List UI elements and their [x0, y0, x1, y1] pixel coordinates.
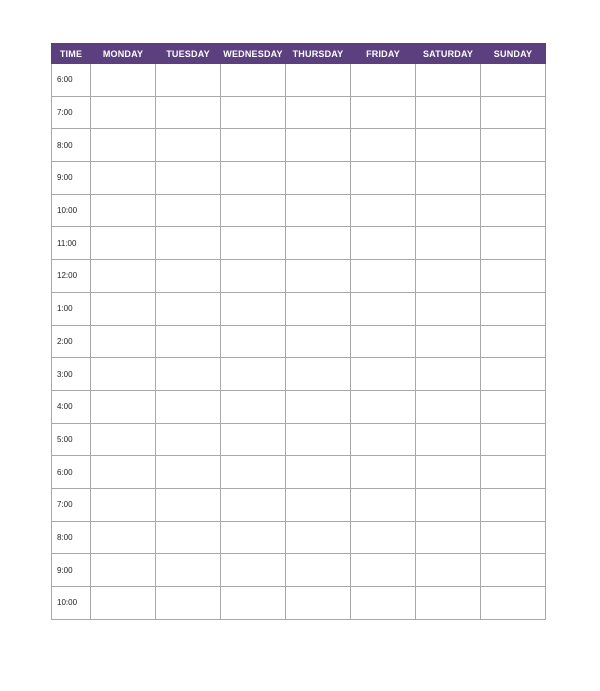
- slot-cell-wednesday[interactable]: [221, 488, 286, 521]
- time-row: [52, 194, 546, 227]
- slot-cell-sunday[interactable]: [481, 292, 546, 325]
- slot-cell-saturday[interactable]: [416, 129, 481, 162]
- slot-cell-saturday[interactable]: [416, 587, 481, 620]
- slot-cell-tuesday[interactable]: [156, 325, 221, 358]
- slot-cell-wednesday[interactable]: [221, 227, 286, 260]
- slot-cell-friday[interactable]: [351, 554, 416, 587]
- slot-cell-thursday[interactable]: [286, 96, 351, 129]
- slot-cell-wednesday[interactable]: [221, 292, 286, 325]
- time-label: 1:00: [52, 292, 91, 325]
- slot-cell-saturday[interactable]: [416, 488, 481, 521]
- time-label: 10:00: [52, 194, 91, 227]
- slot-cell-tuesday[interactable]: [156, 488, 221, 521]
- header-friday: FRIDAY: [351, 44, 416, 64]
- slot-cell-monday[interactable]: [91, 64, 156, 97]
- slot-cell-sunday[interactable]: [481, 194, 546, 227]
- time-label: 6:00: [52, 456, 91, 489]
- slot-cell-thursday[interactable]: [286, 194, 351, 227]
- slot-cell-monday[interactable]: [91, 292, 156, 325]
- slot-cell-monday[interactable]: [91, 96, 156, 129]
- time-label: 9:00: [52, 162, 91, 195]
- slot-cell-monday[interactable]: [91, 587, 156, 620]
- slot-cell-monday[interactable]: [91, 194, 156, 227]
- slot-cell-sunday[interactable]: [481, 521, 546, 554]
- time-row: [52, 521, 546, 554]
- slot-cell-saturday[interactable]: [416, 358, 481, 391]
- slot-cell-sunday[interactable]: [481, 390, 546, 423]
- slot-cell-saturday[interactable]: [416, 292, 481, 325]
- slot-cell-wednesday[interactable]: [221, 64, 286, 97]
- slot-cell-sunday[interactable]: [481, 162, 546, 195]
- time-row: [52, 554, 546, 587]
- slot-cell-tuesday[interactable]: [156, 129, 221, 162]
- slot-cell-wednesday[interactable]: [221, 587, 286, 620]
- time-row: [52, 390, 546, 423]
- slot-cell-monday[interactable]: [91, 488, 156, 521]
- slot-cell-friday[interactable]: [351, 488, 416, 521]
- slot-cell-tuesday[interactable]: [156, 554, 221, 587]
- slot-cell-friday[interactable]: [351, 521, 416, 554]
- slot-cell-wednesday[interactable]: [221, 194, 286, 227]
- slot-cell-wednesday[interactable]: [221, 162, 286, 195]
- slot-cell-sunday[interactable]: [481, 325, 546, 358]
- slot-cell-thursday[interactable]: [286, 521, 351, 554]
- time-label: 7:00: [52, 96, 91, 129]
- time-row: [52, 162, 546, 195]
- slot-cell-tuesday[interactable]: [156, 521, 221, 554]
- slot-cell-monday[interactable]: [91, 325, 156, 358]
- time-row: [52, 292, 546, 325]
- slot-cell-friday[interactable]: [351, 129, 416, 162]
- slot-cell-wednesday[interactable]: [221, 325, 286, 358]
- slot-cell-tuesday[interactable]: [156, 456, 221, 489]
- time-label: 10:00: [52, 587, 91, 620]
- slot-cell-tuesday[interactable]: [156, 260, 221, 293]
- time-row: [52, 260, 546, 293]
- slot-cell-wednesday[interactable]: [221, 129, 286, 162]
- slot-cell-saturday[interactable]: [416, 325, 481, 358]
- time-label: 3:00: [52, 358, 91, 391]
- schedule-body: [52, 64, 546, 620]
- slot-cell-friday[interactable]: [351, 325, 416, 358]
- slot-cell-thursday[interactable]: [286, 260, 351, 293]
- schedule-header: [52, 44, 546, 64]
- header-sunday: SUNDAY: [481, 44, 546, 64]
- slot-cell-sunday[interactable]: [481, 64, 546, 97]
- slot-cell-wednesday[interactable]: [221, 96, 286, 129]
- slot-cell-saturday[interactable]: [416, 390, 481, 423]
- slot-cell-wednesday[interactable]: [221, 423, 286, 456]
- slot-cell-friday[interactable]: [351, 587, 416, 620]
- time-label: 9:00: [52, 554, 91, 587]
- slot-cell-thursday[interactable]: [286, 358, 351, 391]
- slot-cell-saturday[interactable]: [416, 162, 481, 195]
- slot-cell-monday[interactable]: [91, 260, 156, 293]
- slot-cell-friday[interactable]: [351, 64, 416, 97]
- time-label: 2:00: [52, 325, 91, 358]
- slot-cell-monday[interactable]: [91, 456, 156, 489]
- slot-cell-thursday[interactable]: [286, 390, 351, 423]
- header-wednesday: WEDNESDAY: [221, 44, 286, 64]
- slot-cell-monday[interactable]: [91, 423, 156, 456]
- slot-cell-friday[interactable]: [351, 423, 416, 456]
- slot-cell-saturday[interactable]: [416, 96, 481, 129]
- time-row: [52, 423, 546, 456]
- slot-cell-saturday[interactable]: [416, 227, 481, 260]
- time-row: [52, 64, 546, 97]
- slot-cell-tuesday[interactable]: [156, 423, 221, 456]
- time-row: [52, 488, 546, 521]
- slot-cell-friday[interactable]: [351, 194, 416, 227]
- slot-cell-wednesday[interactable]: [221, 554, 286, 587]
- slot-cell-thursday[interactable]: [286, 292, 351, 325]
- slot-cell-sunday[interactable]: [481, 423, 546, 456]
- header-row: [52, 44, 546, 64]
- time-label: 8:00: [52, 521, 91, 554]
- slot-cell-friday[interactable]: [351, 358, 416, 391]
- slot-cell-tuesday[interactable]: [156, 64, 221, 97]
- header-saturday: SATURDAY: [416, 44, 481, 64]
- time-label: 7:00: [52, 488, 91, 521]
- time-row: [52, 358, 546, 391]
- slot-cell-sunday[interactable]: [481, 554, 546, 587]
- header-thursday: THURSDAY: [286, 44, 351, 64]
- slot-cell-tuesday[interactable]: [156, 227, 221, 260]
- time-row: [52, 129, 546, 162]
- time-label: 4:00: [52, 390, 91, 423]
- slot-cell-friday[interactable]: [351, 162, 416, 195]
- slot-cell-saturday[interactable]: [416, 64, 481, 97]
- slot-cell-thursday[interactable]: [286, 227, 351, 260]
- time-label: 8:00: [52, 129, 91, 162]
- slot-cell-friday[interactable]: [351, 456, 416, 489]
- slot-cell-thursday[interactable]: [286, 587, 351, 620]
- slot-cell-wednesday[interactable]: [221, 390, 286, 423]
- slot-cell-tuesday[interactable]: [156, 587, 221, 620]
- slot-cell-thursday[interactable]: [286, 554, 351, 587]
- slot-cell-monday[interactable]: [91, 129, 156, 162]
- slot-cell-saturday[interactable]: [416, 260, 481, 293]
- slot-cell-friday[interactable]: [351, 96, 416, 129]
- slot-cell-thursday[interactable]: [286, 423, 351, 456]
- slot-cell-monday[interactable]: [91, 358, 156, 391]
- slot-cell-saturday[interactable]: [416, 554, 481, 587]
- slot-cell-thursday[interactable]: [286, 162, 351, 195]
- slot-cell-sunday[interactable]: [481, 260, 546, 293]
- slot-cell-sunday[interactable]: [481, 129, 546, 162]
- slot-cell-monday[interactable]: [91, 554, 156, 587]
- time-label: 6:00: [52, 64, 91, 97]
- time-row: [52, 96, 546, 129]
- slot-cell-thursday[interactable]: [286, 488, 351, 521]
- slot-cell-monday[interactable]: [91, 227, 156, 260]
- slot-cell-saturday[interactable]: [416, 423, 481, 456]
- time-label: 12:00: [52, 260, 91, 293]
- slot-cell-tuesday[interactable]: [156, 194, 221, 227]
- slot-cell-thursday[interactable]: [286, 456, 351, 489]
- slot-cell-tuesday[interactable]: [156, 390, 221, 423]
- weekly-schedule-table: [51, 43, 546, 620]
- slot-cell-monday[interactable]: [91, 162, 156, 195]
- header-monday: MONDAY: [91, 44, 156, 64]
- slot-cell-friday[interactable]: [351, 260, 416, 293]
- slot-cell-sunday[interactable]: [481, 456, 546, 489]
- header-time: TIME: [52, 44, 91, 64]
- slot-cell-friday[interactable]: [351, 390, 416, 423]
- slot-cell-friday[interactable]: [351, 292, 416, 325]
- time-row: [52, 325, 546, 358]
- slot-cell-tuesday[interactable]: [156, 358, 221, 391]
- slot-cell-sunday[interactable]: [481, 358, 546, 391]
- time-row: [52, 587, 546, 620]
- slot-cell-monday[interactable]: [91, 390, 156, 423]
- slot-cell-sunday[interactable]: [481, 488, 546, 521]
- slot-cell-saturday[interactable]: [416, 194, 481, 227]
- slot-cell-sunday[interactable]: [481, 227, 546, 260]
- time-row: [52, 227, 546, 260]
- slot-cell-wednesday[interactable]: [221, 456, 286, 489]
- slot-cell-sunday[interactable]: [481, 587, 546, 620]
- slot-cell-saturday[interactable]: [416, 456, 481, 489]
- slot-cell-thursday[interactable]: [286, 129, 351, 162]
- slot-cell-thursday[interactable]: [286, 325, 351, 358]
- slot-cell-monday[interactable]: [91, 521, 156, 554]
- slot-cell-thursday[interactable]: [286, 64, 351, 97]
- time-label: 5:00: [52, 423, 91, 456]
- slot-cell-sunday[interactable]: [481, 96, 546, 129]
- slot-cell-tuesday[interactable]: [156, 96, 221, 129]
- slot-cell-saturday[interactable]: [416, 521, 481, 554]
- slot-cell-tuesday[interactable]: [156, 162, 221, 195]
- slot-cell-wednesday[interactable]: [221, 521, 286, 554]
- time-label: 11:00: [52, 227, 91, 260]
- header-tuesday: TUESDAY: [156, 44, 221, 64]
- slot-cell-friday[interactable]: [351, 227, 416, 260]
- slot-cell-tuesday[interactable]: [156, 292, 221, 325]
- slot-cell-wednesday[interactable]: [221, 260, 286, 293]
- time-row: [52, 456, 546, 489]
- slot-cell-wednesday[interactable]: [221, 358, 286, 391]
